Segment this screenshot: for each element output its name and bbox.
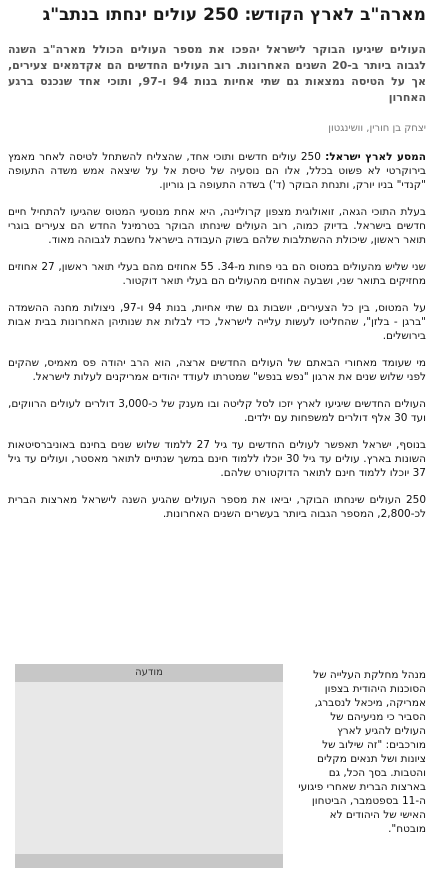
paragraph-1 xyxy=(8,150,426,192)
paragraph-1-text: 250 עולים חדשים ותוכי אחד, שהצליח להשתחל לטיסה לאחר מאמץ בירוקרטי לא פשוט בכלל, אלו הם נוסעיה של טיסת אל על שיצאה אמש משדה התעופה "קנדי" בניו יורק, ותנחת הבוקר (ד') בשדה התעופה בן גוריון. xyxy=(8,151,426,191)
paragraph-label: המסע לארץ ישראל: xyxy=(325,151,426,163)
side-column-text: מנהל מחלקת העלייה של הסוכנות היהודית בצפון אמריקה, מיכאל לנסברג, הסביר כי מניעיהם של העולים להגיע לארץ מורכבים: "זה שילוב של ציונות ושל תנאים מקלים והטבות. בסך הכל, גם בארצות הברית שאחרי פיגועי ה-11 בספטמבר, הביטחון האישי של היהודים לא מובטח". xyxy=(298,669,426,835)
paragraph-7: בנוסף, ישראל תאפשר לעולים החדשים עד גיל 27 ללמוד שלוש שנים בחינם באוניברסיטאות השונות בארץ. עולים עד גיל 30 יוכלו ללמוד חינם במשך שנתיים לתואר מאסטר, ועולים עד גיל 37 יוכלו ללמוד חינם לתואר הדוקטורט שלהם. xyxy=(8,439,427,479)
advertisement-footer xyxy=(15,854,283,868)
article-lead: העולים שיגיעו הבוקר לישראל יהפכו את מספר העולים הכולל מארה"ב השנה לגבוה ביותר ב-20 השנים האחרונות. רוב העולים החדשים הם אקדמאים צעירים, אך על הטיסה נמצאות גם שתי אחיות בנות 94 ו-97, ותוכי אחד שנכנס ברגע האחרון xyxy=(8,43,426,104)
article-body xyxy=(8,150,426,534)
paragraph-6: העולים החדשים שיגיעו לארץ יזכו לסל קליטה ובו מענק של כ-3,000 דולרים לעולים הרווקים, ועד 30 אלף דולרים למשפחות עם ילדים. xyxy=(8,398,426,424)
paragraph-2: בעלת התוכי הגאה, זואולוגית מצפון קרוליינה, היא אחת מנוסעי המטוס שהגיעו להתחיל חיים חדשים בישראל. בדיוק כמוה, רוב העולים שינחתו הבוקר בטרמינל החדש הם צעירים בוגרי תואר ראשון, שיכולת ההשתלבות שלהם בשוק העבודה בישראל נחשבת לגבוהה מאוד. xyxy=(8,206,426,246)
paragraph-5: מי שעומד מאחורי הבאתם של העולים החדשים ארצה, הוא הרב יהודה פס מאמיס, שהקים לפני שלוש שנים את ארגון "נפש בנפש" שמטרתו לעודד יהודים אמריקנים לעלות לישראל. xyxy=(8,357,426,383)
paragraph-3: שני שליש מהעולים במטוס הם בני פחות מ-34. 55 אחוזים מהם בעלי תואר ראשון, 27 אחוזים מחזיקים בתואר שני, ושבעה אחוזים מהעולים הם בעלי תואר דוקטור. xyxy=(8,261,426,287)
advertisement-box[interactable] xyxy=(15,664,283,868)
paragraph-4: על המטוס, בין כל הצעירים, יושבות גם שתי אחיות, בנות 94 ו-97, ניצולות מחנה ההשמדה "ברגן - בלזן", שהחליטו לעשות עלייה לישראל, כדי לבלות את שנותיהן האחרונות בבית אבות בירושלים. xyxy=(8,302,426,342)
advertisement-label: מודעה xyxy=(15,664,283,682)
article-byline: יצחק בן חורין, וושינגטון xyxy=(328,123,426,134)
article-title: מארה"ב לארץ הקודש: 250 עולים ינחתו בנתב"ג xyxy=(42,5,426,25)
paragraph-8: 250 העולים שינחתו הבוקר, יביאו את מספר העולים שהגיע השנה לישראל מארצות הברית לכ-2,800, המספר הגבוה ביותר בעשרים השנים האחרונות. xyxy=(8,494,426,520)
